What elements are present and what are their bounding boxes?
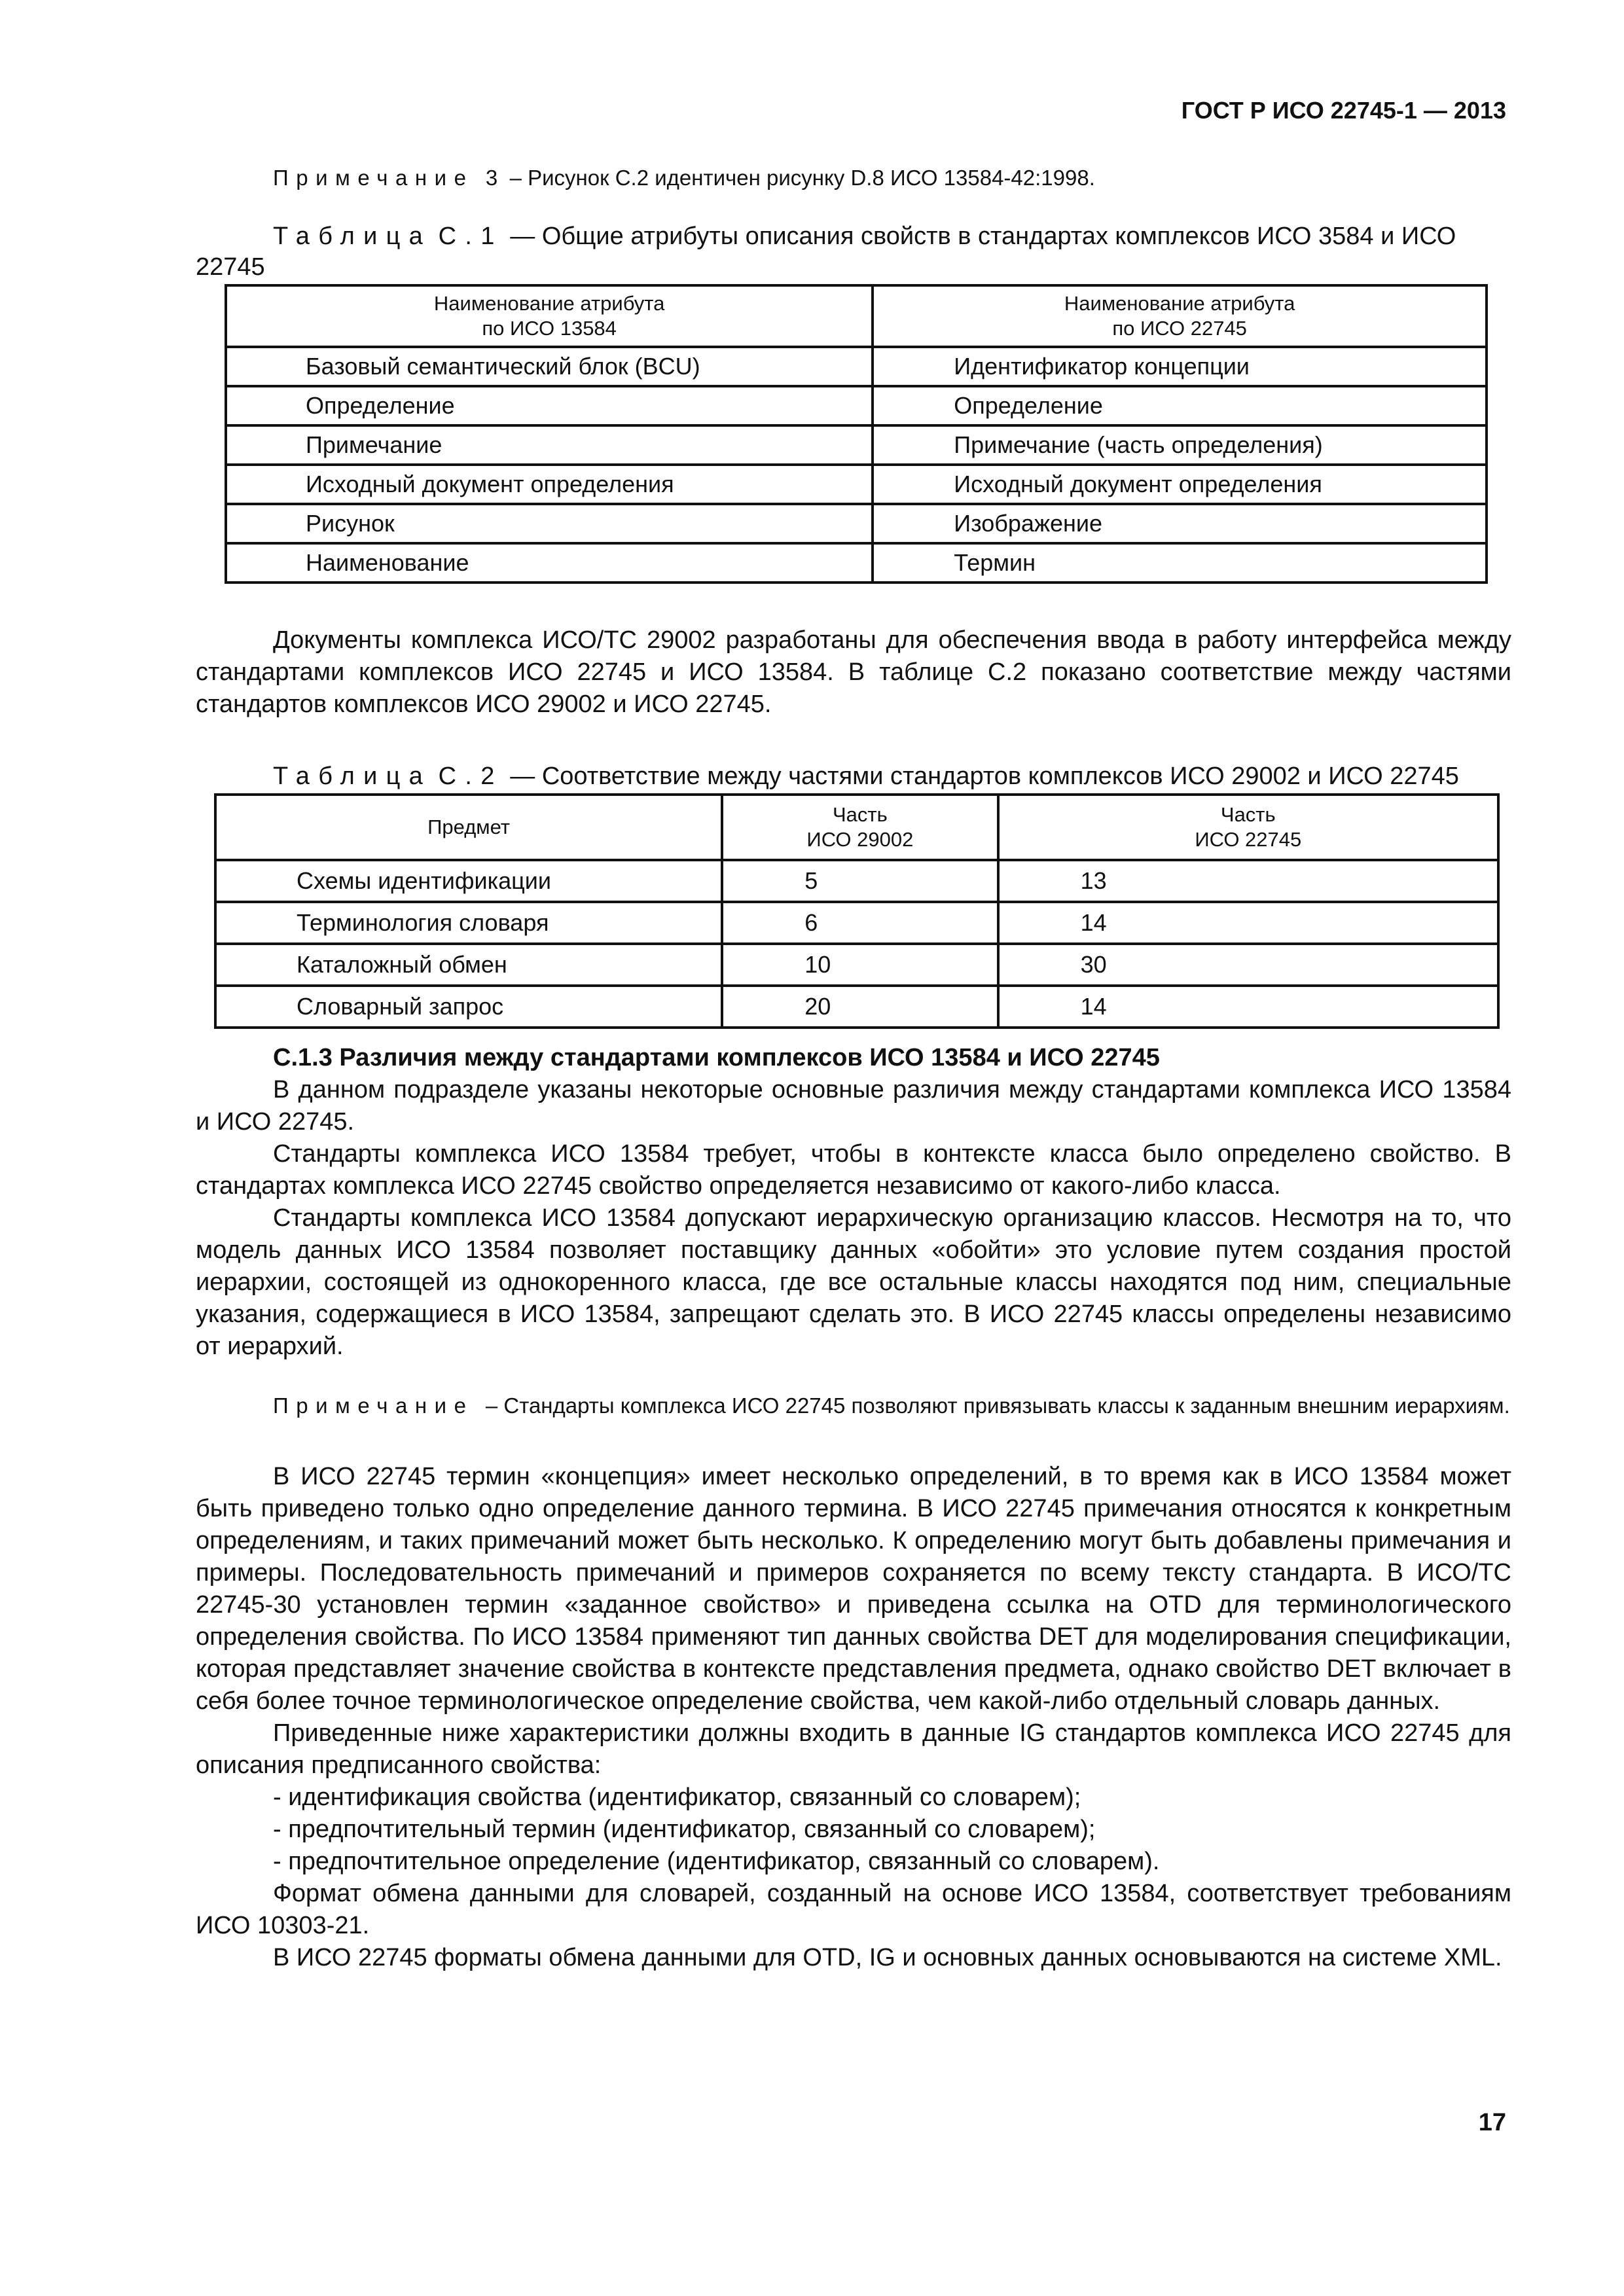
table-row <box>226 465 1487 504</box>
header-text: Часть <box>1220 803 1276 826</box>
list-item: - предпочтительное определение (идентификатор, связанный со словарем). <box>273 1848 1160 1875</box>
header-text: ИСО 29002 <box>806 828 914 851</box>
table-row <box>215 944 1498 986</box>
table-cell: 14 <box>998 902 1498 944</box>
table-row <box>215 902 1498 944</box>
section-paragraph-3: Стандарты комплекса ИСО 13584 допускают иерархическую организацию классов. Несмотря на то, что модель данных ИСО 13584 позволяет поставщику данных «обойти» это условие путем создания простой иерархии, состоящей из однокоренного класса, где все остальные классы находятся под ним, специальные указания, содержащиеся в ИСО 13584, запрещают сделать это. В ИСО 22745 классы определены независимо от иерархий. <box>196 1204 1511 1360</box>
table-cell: Примечание <box>226 425 873 465</box>
table-cell: Идентификатор концепции <box>873 347 1487 386</box>
table-row <box>226 504 1487 543</box>
note-3 <box>196 164 1511 192</box>
section-paragraph-5: Приведенные ниже характеристики должны входить в данные IG стандартов комплекса ИСО 22745 для описания предписанного свойства: <box>196 1719 1511 1779</box>
table-cell: Каталожный обмен <box>215 944 722 986</box>
table-1-label: Таблица <box>273 223 432 250</box>
table-1-title: — Общие атрибуты описания свойств в стандартах комплексов ИСО 3584 и ИСО 22745 <box>196 223 1456 281</box>
note-3-text: – Рисунок С.2 идентичен рисунку D.8 ИСО 13584-42:1998. <box>509 166 1095 190</box>
section-note <box>196 1391 1511 1420</box>
table-1-header-row <box>226 285 1487 347</box>
section-heading: С.1.3 Различия между стандартами комплексов ИСО 13584 и ИСО 22745 <box>273 1044 1160 1071</box>
table-cell: Изображение <box>873 504 1487 543</box>
table-1 <box>225 284 1488 584</box>
table-1-header-iso22745 <box>873 285 1487 347</box>
table-cell: Базовый семантический блок (BCU) <box>226 347 873 386</box>
table-1-header-iso13584 <box>226 285 873 347</box>
page-number: 17 <box>1478 2109 1506 2136</box>
section-paragraph-7: В ИСО 22745 форматы обмена данными для OTD, IG и основных данных основываются на системе XML. <box>273 1944 1502 1971</box>
header-text: Часть <box>833 803 888 826</box>
note-3-number: 3 <box>485 166 498 190</box>
table-cell: Исходный документ определения <box>873 465 1487 504</box>
table-2 <box>214 793 1500 1029</box>
table-cell: Определение <box>226 386 873 425</box>
header-text: Наименование атрибута <box>433 292 665 315</box>
page-header: ГОСТ Р ИСО 22745-1 — 2013 <box>1181 97 1506 124</box>
section-paragraph-2: Стандарты комплекса ИСО 13584 требует, чтобы в контексте класса было определено свойство. В стандартах комплекса ИСО 22745 свойство определяется независимо от какого-либо класса. <box>196 1140 1511 1200</box>
table-cell: 5 <box>722 860 998 902</box>
section-paragraph-6: Формат обмена данными для словарей, созданный на основе ИСО 13584, соответствует требованиям ИСО 10303-21. <box>196 1880 1511 1939</box>
table-2-header-subject: Предмет <box>215 795 722 860</box>
section-note-label: Примечание <box>273 1393 474 1418</box>
header-text: ИСО 22745 <box>1195 828 1302 851</box>
table-row <box>215 860 1498 902</box>
table-2-number: С.2 <box>438 762 503 790</box>
table-cell: Термин <box>873 543 1487 583</box>
list-item: - предпочтительный термин (идентификатор, связанный со словарем); <box>273 1816 1096 1843</box>
table-cell: Наименование <box>226 543 873 583</box>
table-row <box>226 347 1487 386</box>
table-cell: Определение <box>873 386 1487 425</box>
note-3-label: Примечание <box>273 166 474 190</box>
table-cell: 6 <box>722 902 998 944</box>
table-cell: Примечание (часть определения) <box>873 425 1487 465</box>
table-cell: 13 <box>998 860 1498 902</box>
table-row <box>226 425 1487 465</box>
table-row <box>226 386 1487 425</box>
list-item: - идентификация свойства (идентификатор, связанный со словарем); <box>273 1784 1081 1811</box>
table-1-number: С.1 <box>438 223 503 250</box>
paragraph-29002: Документы комплекса ИСО/ТС 29002 разработаны для обеспечения ввода в работу интерфейса между стандартами комплексов ИСО 22745 и ИСО 13584. В таблице С.2 показано соответствие между частями стандартов комплексов ИСО 29002 и ИСО 22745. <box>196 626 1511 718</box>
section-paragraph-1: В данном подразделе указаны некоторые основные различия между стандартами комплекса ИСО 13584 и ИСО 22745. <box>196 1076 1511 1136</box>
table-cell: Словарный запрос <box>215 986 722 1028</box>
table-cell: Исходный документ определения <box>226 465 873 504</box>
section-note-text: – Стандарты комплекса ИСО 22745 позволяют привязывать классы к заданным внешним иерархиям. <box>485 1393 1510 1418</box>
table-2-header-iso29002 <box>722 795 998 860</box>
table-row <box>215 986 1498 1028</box>
table-row <box>226 543 1487 583</box>
table-cell: 10 <box>722 944 998 986</box>
table-1-caption <box>196 221 1511 283</box>
table-cell: 30 <box>998 944 1498 986</box>
table-cell: 14 <box>998 986 1498 1028</box>
table-2-caption <box>196 761 1511 792</box>
header-text: по ИСО 22745 <box>1112 317 1247 340</box>
table-2-title: — Соответствие между частями стандартов комплексов ИСО 29002 и ИСО 22745 <box>510 762 1459 790</box>
table-cell: 20 <box>722 986 998 1028</box>
page-content <box>196 164 1511 1974</box>
table-2-header-iso22745 <box>998 795 1498 860</box>
table-cell: Рисунок <box>226 504 873 543</box>
table-cell: Терминология словаря <box>215 902 722 944</box>
table-2-label: Таблица <box>273 762 432 790</box>
table-2-header-row <box>215 795 1498 860</box>
section-paragraph-4: В ИСО 22745 термин «концепция» имеет несколько определений, в то время как в ИСО 13584 может быть приведено только одно определение данного термина. В ИСО 22745 примечания относятся к конкретным определениям, и таких примечаний может быть несколько. К определению могут быть добавлены примечания и примеры. Последовательность примечаний и примеров сохраняется по всему тексту стандарта. В ИСО/ТС 22745-30 установлен термин «заданное свойство» и приведена ссылка на OTD для терминологического определения свойства. По ИСО 13584 применяют тип данных свойства DET для моделирования спецификации, которая представляет значение свойства в контексте представления предмета, однако свойство DET включает в себя более точное терминологическое определение свойства, чем какой-либо отдельный словарь данных. <box>196 1463 1511 1715</box>
header-text: по ИСО 13584 <box>482 317 617 340</box>
table-cell: Схемы идентификации <box>215 860 722 902</box>
header-text: Наименование атрибута <box>1064 292 1295 315</box>
